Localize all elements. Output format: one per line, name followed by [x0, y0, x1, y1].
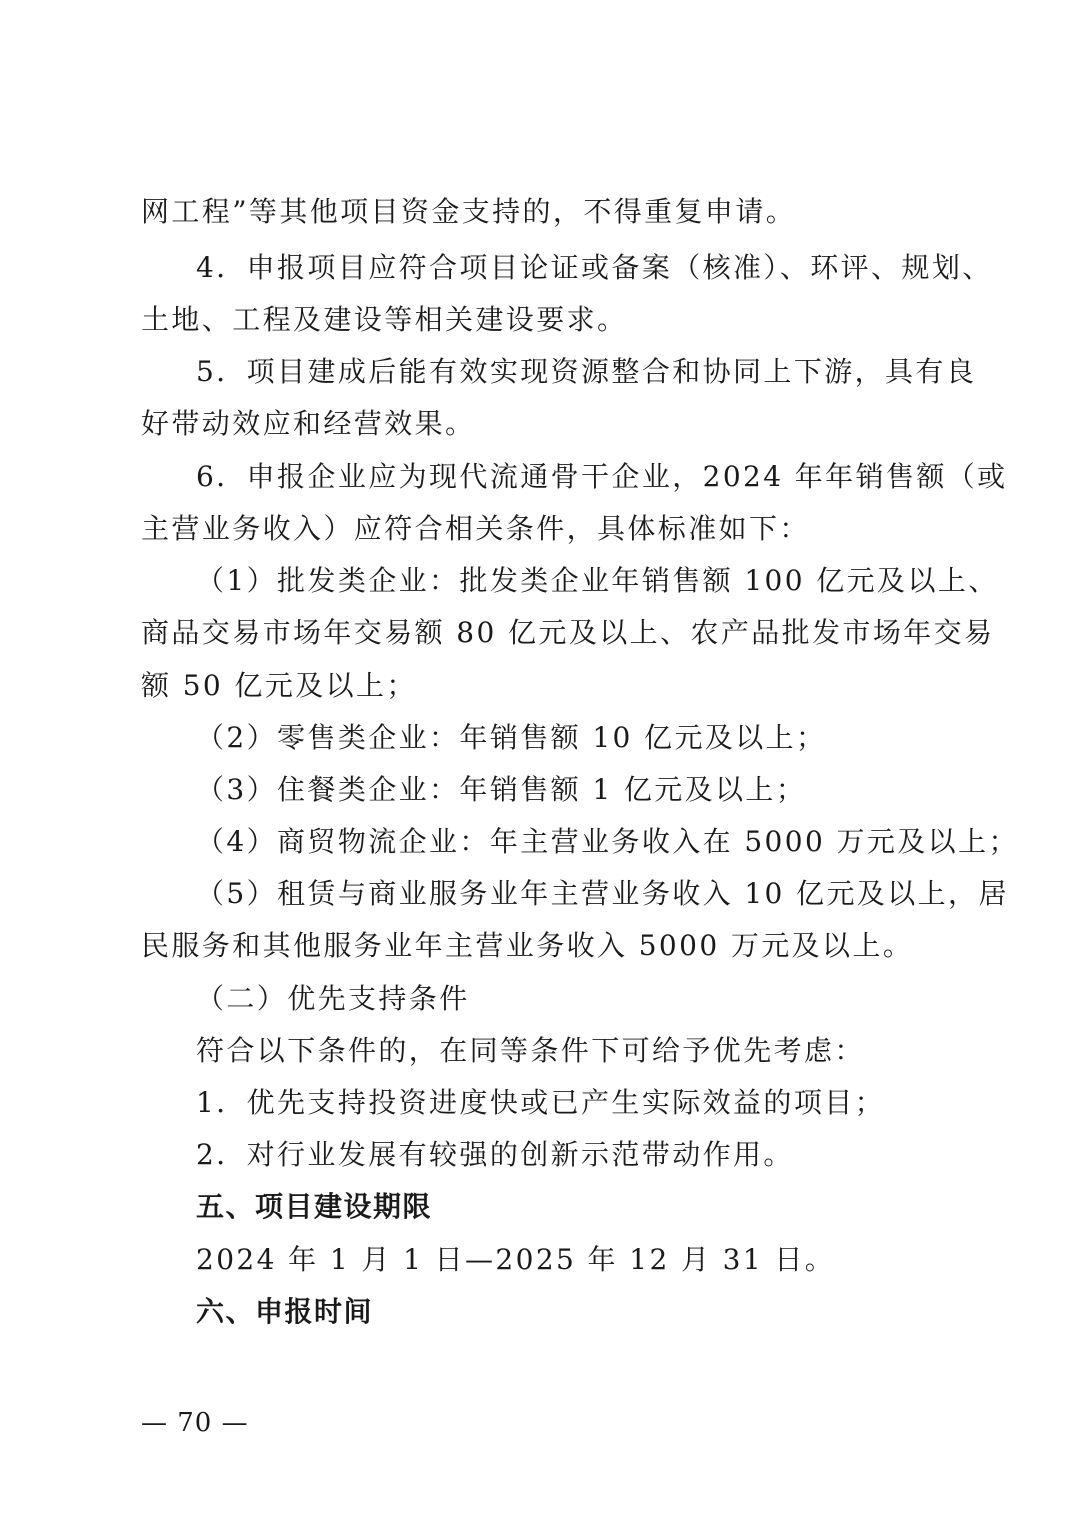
page-number: — 70 — — [141, 1408, 249, 1438]
text-line: （2）零售类企业：年销售额 10 亿元及以上； — [196, 721, 827, 754]
text-line: （5）租赁与商业服务业年主营业务收入 10 亿元及以上，居 — [196, 877, 1009, 910]
text-line: （3）住餐类企业：年销售额 1 亿元及以上； — [196, 773, 807, 806]
text-line: （4）商贸物流企业：年主营业务收入在 5000 万元及以上； — [196, 825, 1019, 858]
text-line: 网工程”等其他项目资金支持的，不得重复申请。 — [141, 195, 797, 228]
text-line: 5．项目建成后能有效实现资源整合和协同上下游，具有良 — [196, 355, 977, 388]
text-line: 好带动效应和经营效果。 — [141, 407, 476, 440]
text-line: 6．申报企业应为现代流通骨干企业，2024 年年销售额（或 — [196, 460, 1008, 493]
text-line: 符合以下条件的，在同等条件下可给予优先考虑： — [196, 1034, 865, 1067]
text-line: 商品交易市场年交易额 80 亿元及以上、农产品批发市场年交易 — [141, 616, 995, 649]
text-line: 2024 年 1 月 1 日—2025 年 12 月 31 日。 — [196, 1243, 836, 1276]
text-line: 土地、工程及建设等相关建设要求。 — [141, 303, 628, 336]
text-line: （1）批发类企业：批发类企业年销售额 100 亿元及以上、 — [196, 564, 999, 597]
text-line: 民服务和其他服务业年主营业务收入 5000 万元及以上。 — [141, 929, 914, 962]
text-line: 4．申报项目应符合项目论证或备案（核准）、环评、规划、 — [196, 251, 993, 284]
text-line: 主营业务收入）应符合相关条件，具体标准如下： — [141, 512, 810, 545]
section-heading: （二）优先支持条件 — [196, 982, 470, 1015]
text-line: 额 50 亿元及以上； — [141, 669, 417, 702]
section-heading: 五、项目建设期限 — [196, 1190, 433, 1223]
text-line: 1．优先支持投资进度快或已产生实际效益的项目； — [196, 1086, 886, 1119]
section-heading: 六、申报时间 — [196, 1295, 374, 1328]
text-line: 2．对行业发展有较强的创新示范带动作用。 — [196, 1138, 794, 1171]
